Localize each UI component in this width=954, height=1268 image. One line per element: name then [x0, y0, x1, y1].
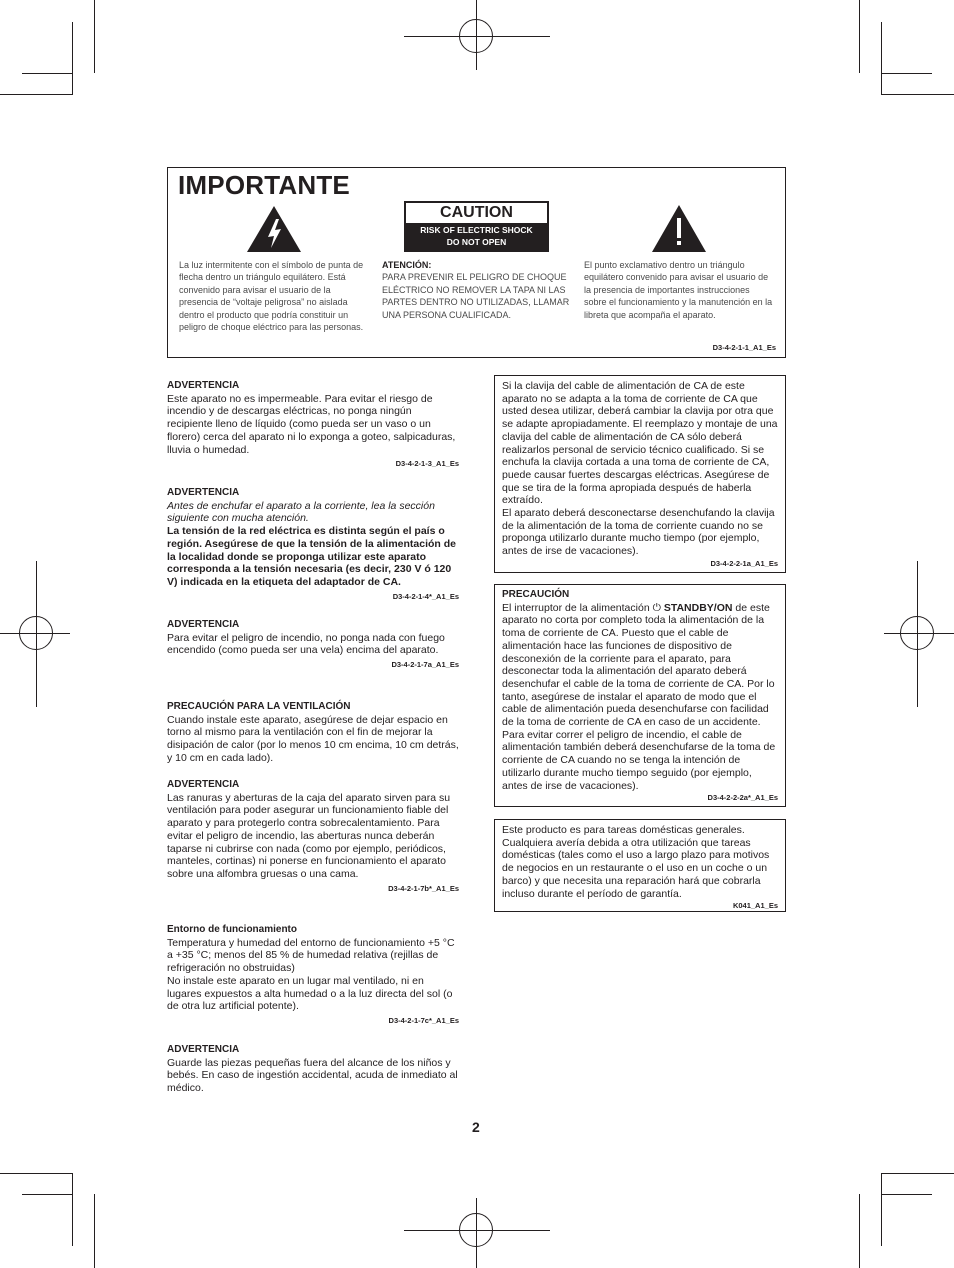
lightning-warning-icon	[246, 205, 302, 253]
box-text-part: de este aparato no corta por completo toda la alimentación de la toma de corriente de CA. Puesto que el cable de alimentación hace las funciones de dispositivo de desconexión de la corriente para el aparato, para desconectar toda la alimentación del aparato deberá desenchufar el cable de la toma de corriente de CA. Por lo tanto, asegúrese de instalar el aparato de modo que el cable de alimentación pueda desenchufarse con facilidad de la toma de corriente de CA en caso de un accidente. Para evitar correr el peligro de incendio, el cable de alimentación también deberá desenchufarse de la toma de corriente de CA cuando no se tenga la intención de utilizarlo durante mucho tiempo seguido (por ejemplo, antes de irse de vacaciones).	[502, 601, 776, 792]
section-text: Este aparato no es impermeable. Para evitar el riesgo de incendio y de descargas eléctricas, no ponga ningún recipiente lleno de líquido (como pueda ser un vaso o un florero) cerca del aparato ni lo exponga a goteo, salpicaduras, lluvia o humedad.	[167, 392, 456, 456]
section-text: Cuando instale este aparato, asegúrese de dejar espacio en torno al mismo para la ventilación con el fin de mejorar la disipación de calor (por lo menos 10 cm encima, 10 cm detrás, y 10 cm en cada lado).	[167, 713, 459, 764]
attention-block	[382, 259, 572, 321]
registration-target-icon	[900, 616, 934, 650]
section-text: No instale este aparato en un lugar mal ventilado, ni en lugares expuestos a alta humedad o a la luz directa del sol (o de otra luz artificial potente).	[167, 974, 453, 1013]
section-heading: ADVERTENCIA	[167, 487, 240, 498]
section-heading: ADVERTENCIA	[167, 380, 240, 391]
box-text: Si la clavija del cable de alimentación de CA de este aparato no se adapta a la toma de corriente de CA que usted desea utilizar, deberá cambiar la clavija por otra que se adapte apropiadamente. El reemplazo y montaje de una clavija del cable de alimentación de CA sólo deberá realizarlos personal de servicio técnico cualificado. Si se enchufa la clavija cortada a una toma de corriente de CA, puede causar fuertes descargas eléctricas. Asegúrese de que se tira de la forma apropiada después de haberla extraído.	[502, 380, 778, 507]
warning-small-parts	[167, 1044, 459, 1095]
caution-subtitle-1: RISK OF ELECTRIC SHOCK	[420, 225, 533, 235]
plug-replacement-box	[494, 375, 786, 573]
section-heading: Entorno de funcionamiento	[167, 924, 297, 935]
reference-code: D3-4-2-1-4*_A1_Es	[392, 591, 459, 601]
exclamation-warning-icon	[651, 204, 707, 253]
domestic-use-box	[494, 819, 786, 912]
warning-openings	[167, 779, 459, 895]
box-heading: PRECAUCIÓN	[502, 589, 570, 600]
ventilation-precaution	[167, 701, 459, 765]
section-heading: ADVERTENCIA	[167, 779, 240, 790]
registration-target-icon	[459, 1213, 493, 1247]
caution-title: CAUTION	[406, 203, 547, 223]
section-text: Temperatura y humedad del entorno de funcionamiento +5 °C a +35 °C; menos del 85 % de humedad relativa (rejillas de refrigeración no obstruidas)	[167, 936, 455, 975]
warning-voltage	[167, 487, 459, 603]
exclamation-description: El punto exclamativo dentro un triángulo equilátero convenido para avisar el usuario de la presencia de importantes instrucciones sobre el funcionamiento y la manutención en la libreta que acompaña el aparato.	[584, 260, 773, 320]
reference-code: D3-4-2-1-7a_A1_Es	[391, 660, 459, 670]
attention-heading: ATENCIÓN:	[382, 260, 432, 270]
registration-target-icon	[459, 19, 493, 53]
section-heading: ADVERTENCIA	[167, 1044, 240, 1055]
warning-fire	[167, 619, 459, 672]
section-italic-text: Antes de enchufar el aparato a la corriente, lea la sección siguiente con mucha atención.	[167, 499, 435, 525]
caution-subtitle-2: DO NOT OPEN	[446, 237, 507, 247]
lightning-description: La luz intermitente con el símbolo de punta de flecha dentro un triángulo equilátero. Está convenido para avisar el usuario de la presencia de “voltaje peligrosa” no aislada dentro el producto que podría constituir un peligro de choque eléctrico para las personas.	[179, 260, 364, 333]
reference-code: K041_A1_Es	[732, 901, 778, 911]
registration-target-icon	[19, 616, 53, 650]
box-text-part: El interruptor de la alimentación	[502, 601, 653, 614]
warning-waterproof	[167, 380, 459, 471]
reference-code: D3-4-2-1-7c*_A1_Es	[388, 1015, 459, 1025]
reference-code: D3-4-2-1-1_A1_Es	[712, 343, 776, 352]
attention-text: PARA PREVENIR EL PELIGRO DE CHOQUE ELÉCTRICO NO REMOVER LA TAPA NI LAS PARTES DENTRO NO UTILIZADAS, LLAMAR UNA PERSONA CUALIFICADA.	[382, 272, 570, 320]
power-symbol-icon: ⏻	[652, 601, 661, 614]
box-text: El aparato deberá desconectarse desenchufando la clavija de la alimentación de la toma de corriente cuando no se proponga utilizarlo durante mucho tiempo (por ejemplo, antes de irse de vacaciones).	[502, 507, 775, 558]
section-text: Las ranuras y aberturas de la caja del aparato sirven para su ventilación para poder asegurar un funcionamiento fiable del aparato y para protegerlo contra sobrecalentamiento. Para evitar el peligro de incendio, las aberturas nunca deberán taparse ni cubrirse con nada (como por ejemplo, periódicos, manteles, cortinas) ni ponerse en funcionamiento el aparato sobre una alfombra gruesas o una cama.	[167, 791, 451, 880]
standby-precaution-box	[494, 584, 786, 807]
section-text: Guarde las piezas pequeñas fuera del alcance de los niños y bebés. En caso de ingestión accidental, acuda de inmediato al médico.	[167, 1056, 458, 1095]
section-heading: ADVERTENCIA	[167, 619, 240, 630]
section-bold-text: La tensión de la red eléctrica es distinta según el país o región. Asegúrese de que la tensión de la alimentación de la localidad donde se proponga utilizar este aparato corresponda a la tensión necesaria (es decir, 230 V ó 120 V) indicada en la etiqueta del adaptador de CA.	[167, 525, 457, 588]
standby-label: STANDBY/ON	[663, 601, 733, 614]
box-text: Este producto es para tareas domésticas generales. Cualquiera avería debida a otra utilización que tareas domésticas (tales como el uso a largo plazo para motivos de negocios en un restaurante o el uso en un coche o un barco) y que necesita una reparación hará que cobrarla incluso durante el período de garantía.	[502, 824, 770, 900]
caution-label	[404, 201, 549, 252]
reference-code: D3-4-2-2-2a*_A1_Es	[707, 793, 778, 803]
reference-code: D3-4-2-1-7b*_A1_Es	[388, 883, 459, 893]
section-text: Para evitar el peligro de incendio, no ponga nada con fuego encendido (como pueda ser una vela) encima del aparato.	[167, 631, 445, 657]
reference-code: D3-4-2-2-1a_A1_Es	[710, 558, 778, 568]
reference-code: D3-4-2-1-3_A1_Es	[395, 459, 459, 469]
section-heading: PRECAUCIÓN PARA LA VENTILACIÓN	[167, 701, 351, 712]
page-title: IMPORTANTE	[178, 170, 350, 200]
box-text	[502, 602, 778, 793]
operating-environment	[167, 924, 459, 1028]
page-number: 2	[472, 1119, 480, 1135]
